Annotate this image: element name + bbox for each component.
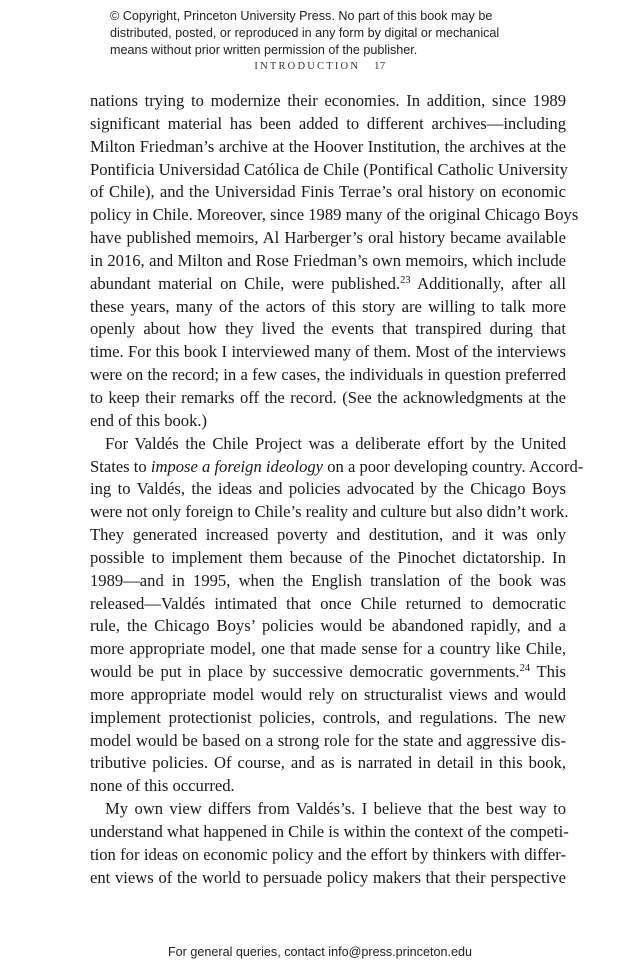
text-segment: This xyxy=(530,662,566,682)
text-line: policy in Chile. Moreover, since 1989 many of the original Chicago Boys xyxy=(90,205,579,225)
text-line: ent views of the world to persuade policy makers that their perspective xyxy=(90,867,566,887)
text-line: in 2016, and Milton and Rose Friedman’s own memoirs, which include xyxy=(90,250,566,270)
text-line: rule, the Chicago Boys’ policies would be abandoned rapidly, and a xyxy=(90,616,566,636)
text-segment: abundant material on Chile, were published. xyxy=(90,273,401,293)
text-line: nations trying to modernize their economies. In addition, since 1989 xyxy=(90,91,566,110)
footnote-ref-24: 24 xyxy=(519,663,531,675)
text-line: tion for ideas on economic policy and the effort by thinkers with differ- xyxy=(90,844,566,864)
copyright-line: means without prior written permission of the publisher. xyxy=(110,43,418,57)
text-line: end of this book.) xyxy=(90,410,208,430)
text-segment: Additionally, after all xyxy=(410,273,566,293)
text-line: of Chile), and the Universidad Finis Terrae’s oral history on economic xyxy=(90,182,566,202)
emphasis-text: impose a foreign ideology xyxy=(150,456,324,476)
text-segment: States to xyxy=(90,456,151,476)
text-line: Pontificia Universidad Católica de Chile (Pontifical Catholic University xyxy=(90,159,568,179)
text-line: ing to Valdés, the ideas and policies advocated by the Chicago Boys xyxy=(90,479,566,499)
text-segment: would be put in place by successive democratic governments. xyxy=(90,662,520,682)
running-head-title: INTRODUCTION xyxy=(254,61,361,72)
text-line: time. For this book I interviewed many of them. Most of the interviews xyxy=(90,342,566,362)
running-head xyxy=(0,61,640,72)
text-line: Milton Friedman’s archive at the Hoover Institution, the archives at the xyxy=(90,136,566,156)
text-segment: on a poor developing country. Accord- xyxy=(323,456,584,476)
text-line: to keep their remarks off the record. (See the acknowledgments at the xyxy=(90,387,566,407)
text-line: My own view differs from Valdés’s. I believe that the best way to xyxy=(105,799,566,819)
text-line: They generated increased poverty and destitution, and it was only xyxy=(90,525,566,545)
text-line: significant material has been added to different archives—including xyxy=(90,113,566,133)
copyright-line: © Copyright, Princeton University Press. No part of this book may be xyxy=(110,9,493,23)
copyright-notice xyxy=(110,8,550,59)
text-line: understand what happened in Chile is within the context of the competi- xyxy=(90,822,569,841)
text-line: none of this occurred. xyxy=(90,776,235,796)
text-line: implement protectionist policies, controls, and regulations. The new xyxy=(90,707,566,727)
text-line: model would be based on a strong role for the state and aggressive dis- xyxy=(90,730,566,750)
text-line: were on the record; in a few cases, the individuals in question preferred xyxy=(90,365,566,385)
text-line: openly about how they lived the events that transpired during that xyxy=(90,319,566,339)
text-line xyxy=(90,661,566,684)
text-line: were not only foreign to Chile’s reality and culture but also didn’t work. xyxy=(90,502,569,522)
footnote-ref-23: 23 xyxy=(400,274,411,286)
body-text xyxy=(90,90,584,890)
copyright-line: distributed, posted, or reproduced in any form by digital or mechanical xyxy=(110,26,500,40)
text-line: have published memoirs, Al Harberger’s oral history became available xyxy=(90,228,566,248)
text-line: For Valdés the Chile Project was a deliberate effort by the United xyxy=(105,433,566,453)
text-line: these years, many of the actors of this story are willing to talk more xyxy=(90,296,566,316)
text-line: possible to implement them because of the Pinochet dictatorship. In xyxy=(90,547,566,567)
text-line: tributive policies. Of course, and as is narrated in detail in this book, xyxy=(90,753,566,773)
text-line: more appropriate model, one that made sense for a country like Chile, xyxy=(90,639,566,659)
text-line: more appropriate model would rely on structuralist views and would xyxy=(90,684,566,704)
text-line: released—Valdés intimated that once Chile returned to democratic xyxy=(90,593,566,613)
text-line xyxy=(90,456,584,479)
text-line: 1989—and in 1995, when the English translation of the book was xyxy=(90,570,566,590)
page-number: 17 xyxy=(374,61,386,72)
text-line xyxy=(90,273,566,296)
footer-contact: For general queries, contact info@press.princeton.edu xyxy=(167,945,472,959)
